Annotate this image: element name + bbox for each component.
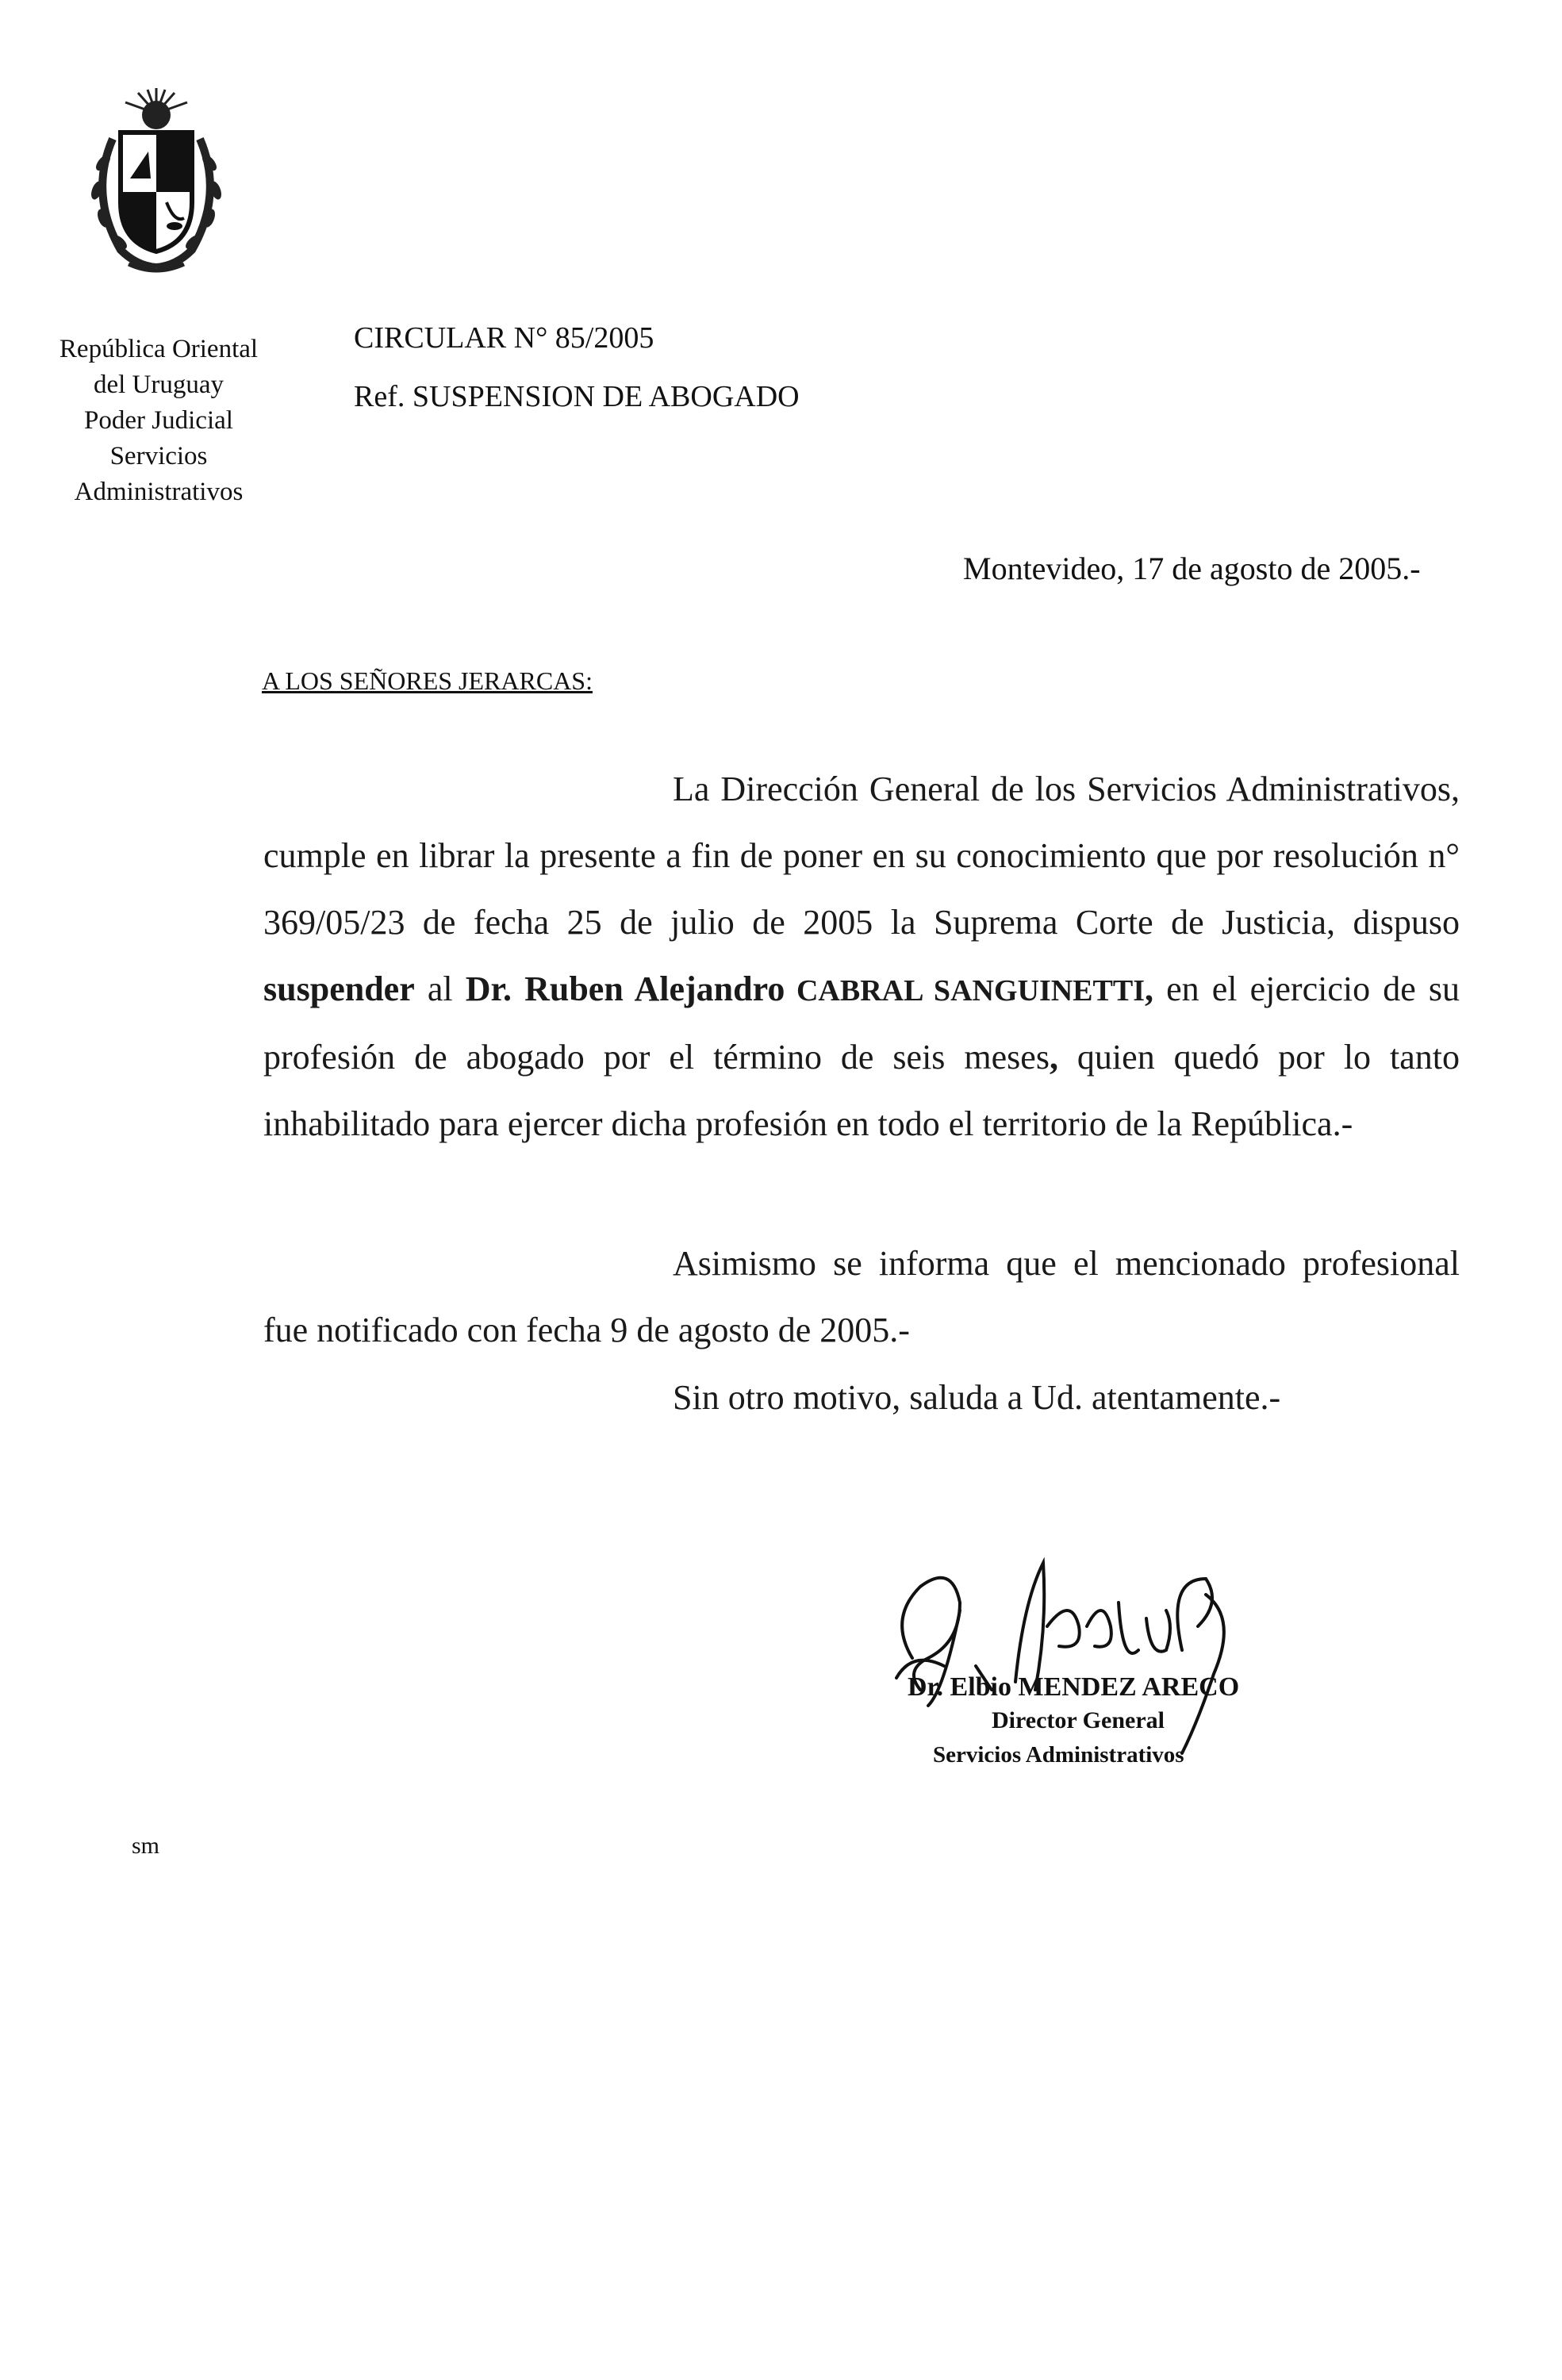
paragraph-bold-text: , [1145,969,1154,1008]
institution-line: Servicios [109,442,208,470]
addressee: A LOS SEÑORES JERARCAS: [262,666,593,695]
institution-header [32,332,286,510]
paragraph-text: en el ejercicio de su profesión de abogado por el término de seis meses [263,969,1460,1077]
paragraph-bold-text: , [1049,1038,1058,1077]
typist-initials: sm [132,1833,160,1859]
paragraph-bold-text: suspender [263,969,415,1008]
body-paragraph-2: Asimismo se informa que el mencionado profesional fue notificado con fecha 9 de agosto de 2005.- [263,1244,1460,1349]
paragraph-bold-text: Dr. Ruben Alejandro [465,969,785,1008]
body-paragraph-1 [263,756,1460,1157]
closing-salutation: Sin otro motivo, saluda a Ud. atentamente.- [673,1378,1281,1417]
circular-reference: Ref. SUSPENSION DE ABOGADO [354,380,800,413]
signatory-name: Dr. Elbio MENDEZ ARECO [908,1672,1240,1702]
paragraph-text: al [414,969,466,1008]
institution-line: Administrativos [74,478,244,506]
institution-line: del Uruguay [93,370,225,399]
paragraph-bold-text: CABRAL SANGUINETTI [785,974,1146,1008]
paragraph-text: La Dirección General de los Servicios Administrativos, cumple en librar la presente a fin de poner en su conocimiento que por resolución n° 369/05/23 de fecha 25 de julio de 2005 la Suprema Corte de Justicia, dispuso [263,770,1460,942]
institution-line: Poder Judicial [84,406,233,435]
document-date: Montevideo, 17 de agosto de 2005.- [963,551,1421,586]
institution-line: República Oriental [59,335,259,363]
paragraph-text: quien quedó por lo tanto inhabilitado para ejercer dicha profesión en todo el territorio de la República.- [263,1038,1460,1143]
uruguay-coat-of-arms-icon [73,83,240,282]
signatory-role: Director General [992,1707,1165,1733]
signatory-organization: Servicios Administrativos [933,1742,1184,1768]
circular-title: CIRCULAR N° 85/2005 [354,321,654,355]
